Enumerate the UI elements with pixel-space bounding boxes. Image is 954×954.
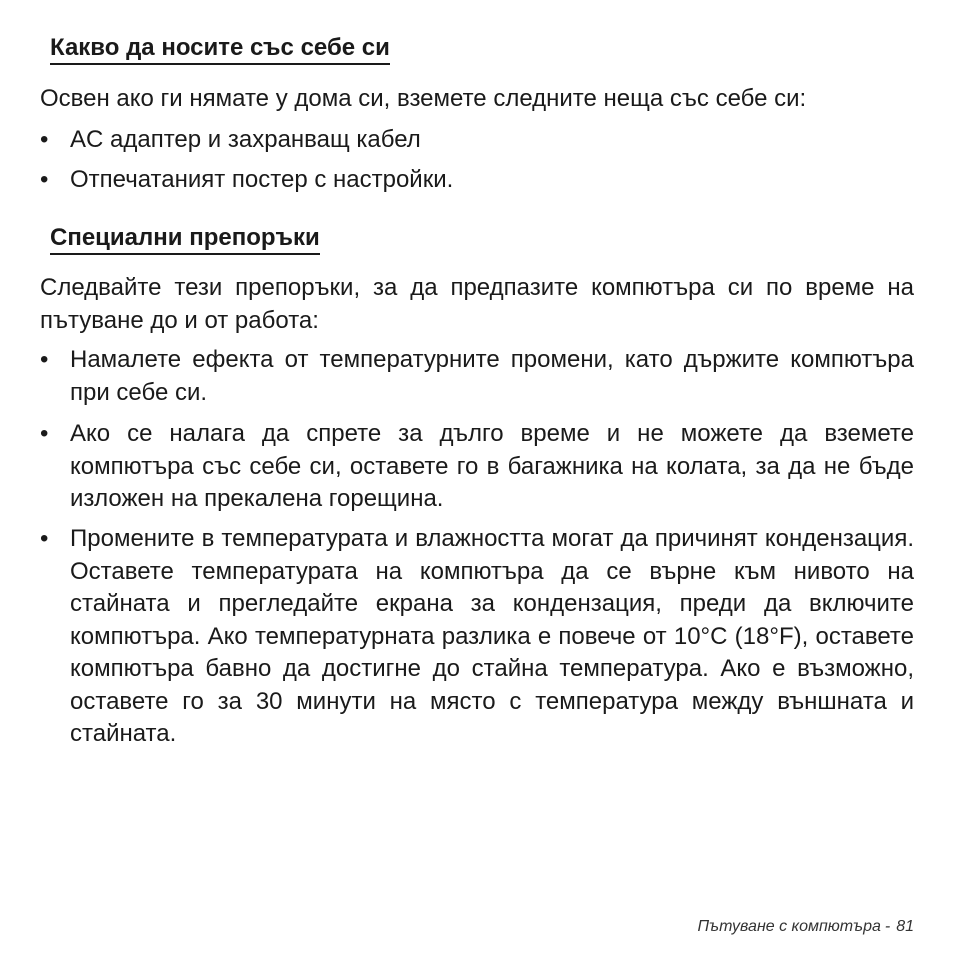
bullet-marker: • [40, 525, 49, 552]
footer-chapter-title: Пътуване с компютъра [697, 918, 881, 935]
bullet-marker: • [40, 166, 49, 193]
list-item [40, 523, 914, 751]
bullet-marker: • [40, 420, 49, 447]
list-item [40, 418, 914, 516]
bullet-marker: • [40, 346, 49, 373]
intro-paragraph-special-tips: Следвайте тези препоръки, за да предпазите компютъра си по време на пътуване до и от работа: [40, 274, 914, 334]
bullet-marker: • [40, 126, 49, 153]
page-number: 81 [896, 918, 914, 935]
list-item-text: Отпечатаният постер с настройки. [70, 166, 454, 193]
section-heading-text: Специални препоръки [50, 224, 320, 255]
intro-paragraph-what-to-bring: Освен ако ги нямате у дома си, вземете следните неща със себе си: [40, 85, 807, 112]
list-item [40, 124, 914, 157]
list-item [40, 164, 914, 197]
list-item [40, 344, 914, 409]
section-heading-special-tips [50, 224, 320, 255]
list-item-text: AC адаптер и захранващ кабел [70, 126, 421, 153]
footer-separator: - [884, 918, 891, 935]
section-heading-what-to-bring [50, 34, 390, 65]
list-item-text: Намалете ефекта от температурните промени, като държите компютъра при себе си. [70, 346, 914, 406]
list-item-text: Ако се налага да спрете за дълго време и не можете да вземете компютъра със себе си, оставете го в багажника на колата, за да не бъде изложен на прекалена горещина. [70, 420, 914, 512]
list-item-text: Промените в температурата и влажността могат да причинят кондензация. Оставете температурата на компютъра да се върне към нивото на стайната и прегледайте екрана за кондензация, преди да включите компютъра. Ако температурната разлика е повече от 10°C (18°F), оставете компютъра бавно да достигне до стайна температура. Ако е възможно, оставете го за 30 минути на място с температура между външната и стайната. [70, 525, 914, 747]
page-footer [698, 918, 914, 936]
section-heading-text: Какво да носите със себе си [50, 34, 390, 65]
